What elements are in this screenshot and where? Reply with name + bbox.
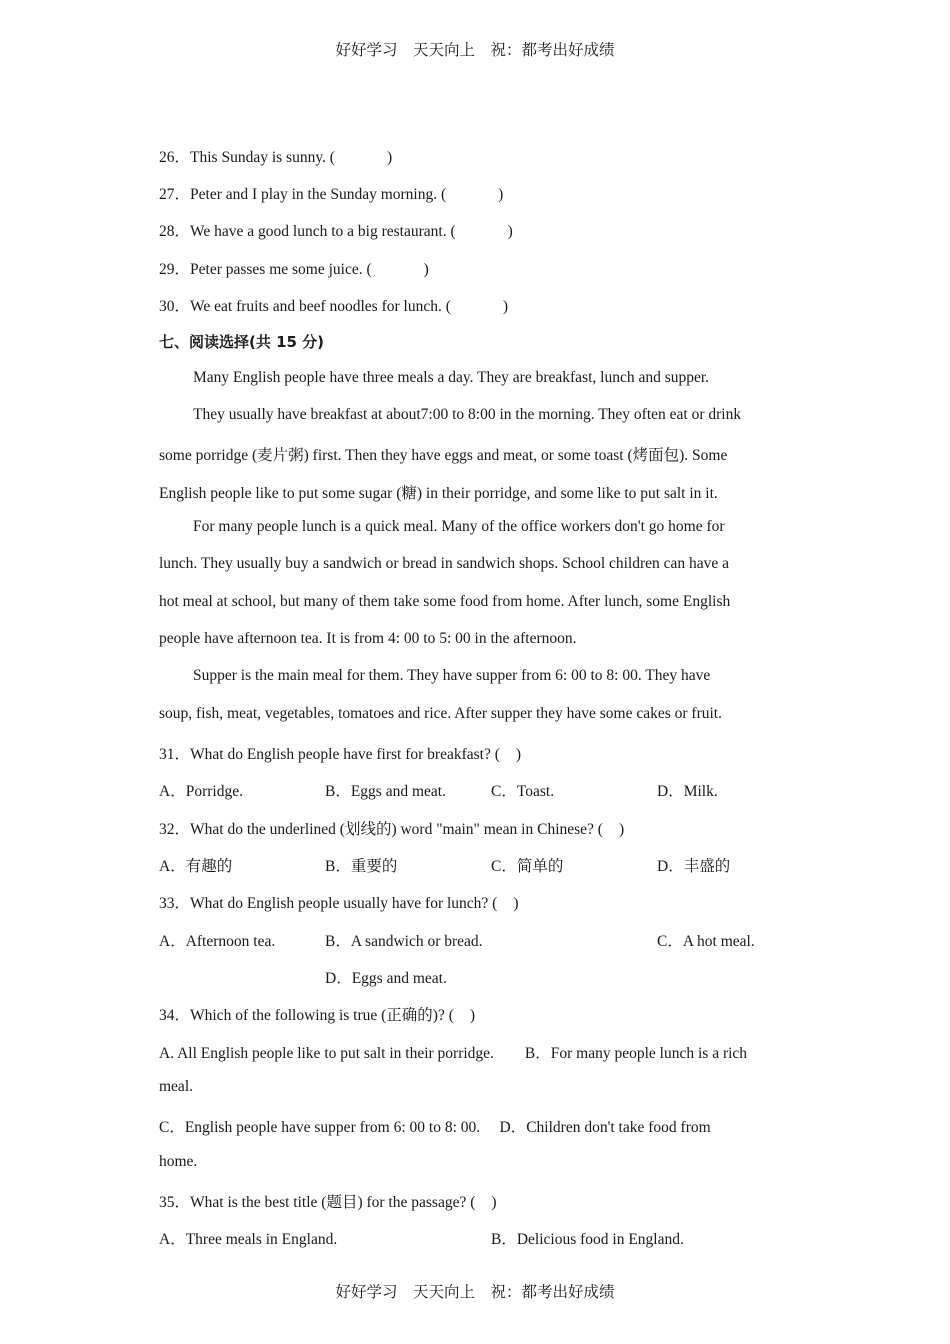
option-line: A. All English people like to put salt in their porridge. B．For many people lunch is a rich: [159, 1045, 748, 1062]
passage-line: lunch. They usually buy a sandwich or bread in sandwich shops. School children can have a: [159, 555, 730, 572]
question-31: [159, 742, 521, 764]
option-a: A．Afternoon tea.: [159, 933, 276, 950]
option-b: B．Eggs and meat.: [325, 783, 446, 800]
answer-paren-close: ): [469, 1007, 476, 1024]
answer-paren-close: ): [515, 746, 522, 763]
question-34: [159, 1003, 475, 1025]
passage-line: some porridge (麦片粥) first. Then they have eggs and meat, or some toast (烤面包). Some: [159, 447, 728, 464]
question-35: [159, 1190, 497, 1212]
page-footer: 好好学习 天天向上 祝：都考出好成绩: [335, 1284, 615, 1301]
question-stem: 31．What do English people have first for breakfast? (: [159, 746, 500, 763]
option-a: A．有趣的: [159, 858, 233, 875]
question-30: [159, 294, 508, 316]
passage-line: Supper is the main meal for them. They have supper from 6: 00 to 8: 00. They have: [193, 667, 711, 684]
question-number: 26．: [159, 149, 191, 166]
question-text: We eat fruits and beef noodles for lunch. (: [190, 298, 451, 315]
option-d: D．丰盛的: [657, 858, 731, 875]
question-number: 29．: [159, 261, 191, 278]
answer-paren-close: ): [513, 895, 519, 912]
option-line: meal.: [159, 1078, 193, 1095]
question-text: This Sunday is sunny. (: [190, 149, 335, 166]
question-29: [159, 257, 429, 279]
answer-paren-close: ): [423, 261, 429, 278]
question-number: 27．: [159, 186, 191, 203]
question-28: [159, 219, 513, 241]
question-text: Peter and I play in the Sunday morning. (: [190, 186, 447, 203]
answer-paren-close: ): [507, 223, 513, 240]
option-c: C．Toast.: [491, 783, 555, 800]
option-line: C．English people have supper from 6: 00 to 8: 00. D．Children don't take food from: [159, 1119, 711, 1136]
question-32: [159, 817, 624, 839]
option-line: home.: [159, 1153, 198, 1170]
question-stem: 35．What is the best title (题目) for the passage? (: [159, 1194, 476, 1211]
option-b: B．A sandwich or bread.: [325, 933, 483, 950]
section-title: 七、阅读选择(共 15 分): [159, 333, 325, 351]
question-33: [159, 891, 519, 913]
answer-paren-close: ): [502, 298, 509, 315]
passage-line: Many English people have three meals a day. They are breakfast, lunch and supper.: [193, 369, 710, 386]
question-number: 30．: [159, 298, 191, 315]
question-27: [159, 182, 503, 204]
answer-paren-close: ): [618, 821, 625, 838]
passage-line: people have afternoon tea. It is from 4: 00 to 5: 00 in the afternoon.: [159, 630, 577, 647]
option-b: B．重要的: [325, 858, 398, 875]
option-c: C．A hot meal.: [657, 933, 755, 950]
question-number: 28．: [159, 223, 191, 240]
question-stem: 32．What do the underlined (划线的) word "main" mean in Chinese? (: [159, 821, 603, 838]
option-b: B．Delicious food in England.: [491, 1231, 684, 1248]
answer-paren-close: ): [386, 149, 393, 166]
passage-line: For many people lunch is a quick meal. Many of the office workers don't go home for: [193, 518, 725, 535]
question-stem: 34．Which of the following is true (正确的)? (: [159, 1007, 454, 1024]
passage-line: soup, fish, meat, vegetables, tomatoes and rice. After supper they have some cakes or fruit.: [159, 705, 722, 722]
passage-line: English people like to put some sugar (糖) in their porridge, and some like to put salt in it.: [159, 485, 718, 502]
option-c: C．简单的: [491, 858, 564, 875]
page-header: 好好学习 天天向上 祝：都考出好成绩: [335, 42, 615, 59]
answer-paren-close: ): [498, 186, 504, 203]
passage-line: They usually have breakfast at about7:00 to 8:00 in the morning. They often eat or drink: [193, 406, 742, 423]
question-stem: 33．What do English people usually have for lunch? (: [159, 895, 498, 912]
question-text: Peter passes me some juice. (: [190, 261, 372, 278]
answer-paren-close: ): [491, 1194, 497, 1211]
question-text: We have a good lunch to a big restaurant. (: [190, 223, 456, 240]
option-a: A．Three meals in England.: [159, 1231, 338, 1248]
passage-line: hot meal at school, but many of them take some food from home. After lunch, some English: [159, 593, 731, 610]
option-d: D．Milk.: [657, 783, 718, 800]
option-a: A．Porridge.: [159, 783, 243, 800]
option-d: D．Eggs and meat.: [325, 970, 447, 987]
question-26: [159, 145, 392, 167]
